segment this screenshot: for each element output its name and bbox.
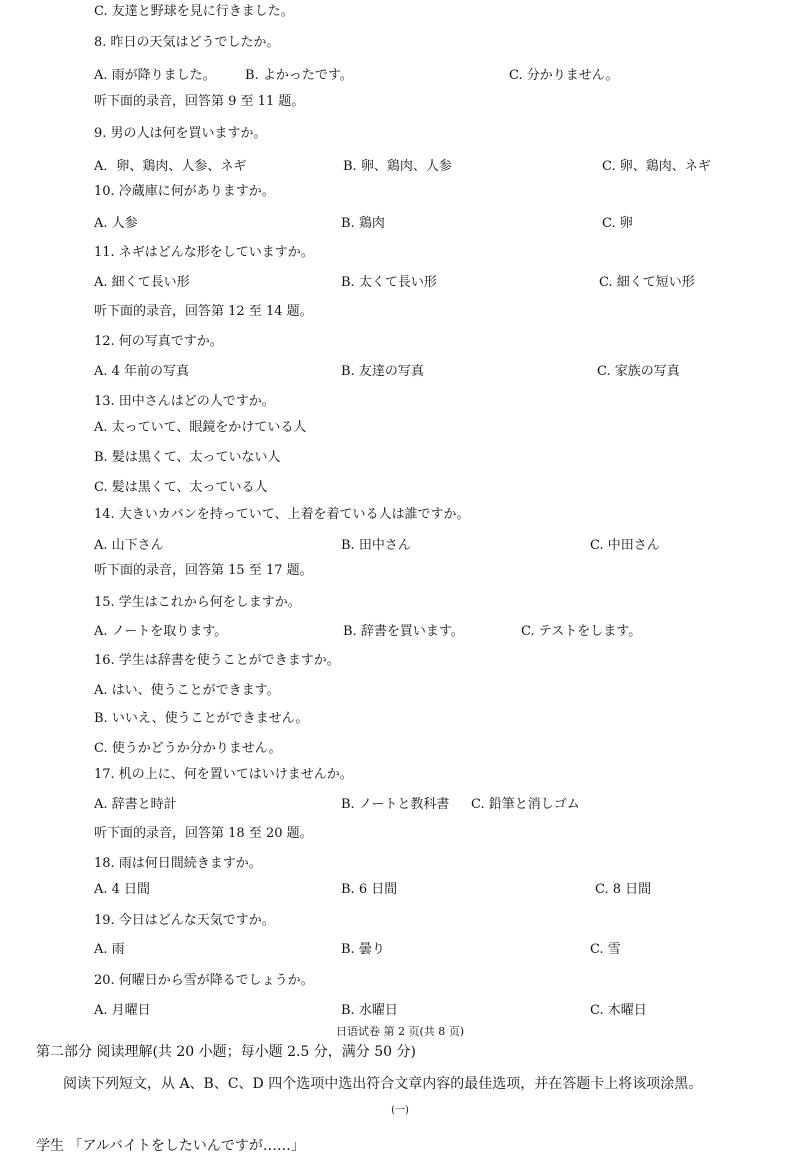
question-19-options xyxy=(0,940,800,960)
question-14-options xyxy=(0,536,800,556)
reading-instruction xyxy=(0,1074,800,1094)
page-footer: 日语试卷 第 2 页(共 8 页) xyxy=(335,1025,465,1038)
option-c: C. 分かりません。 xyxy=(509,68,619,83)
option-b: B. 田中さん xyxy=(341,538,411,553)
option-text: C. 友達と野球を見に行きました。 xyxy=(94,4,294,19)
option-c: C. 使うかどうか分かりません。 xyxy=(94,741,282,756)
option-c: C. 8 日間 xyxy=(595,882,652,897)
option-c: C. 卵 xyxy=(602,216,633,231)
question-text: 18. 雨は何日間続きますか。 xyxy=(94,856,262,871)
option-a: A. 辞書と時計 xyxy=(94,797,177,812)
listening-instruction xyxy=(0,302,800,322)
question-text: 8. 昨日の天気はどうでしたか。 xyxy=(94,35,280,50)
option-b: B. ノートと教科書 xyxy=(341,797,450,812)
option-b: B. いいえ、使うことができません。 xyxy=(94,711,309,726)
question-15 xyxy=(0,593,800,613)
listening-instruction xyxy=(0,824,800,844)
question-text: 20. 何曜日から雪が降るでしょうか。 xyxy=(94,973,314,988)
question-9-options xyxy=(0,157,800,177)
instruction-text: 听下面的录音，回答第 18 至 20 题。 xyxy=(94,826,313,841)
question-17-options xyxy=(0,795,800,815)
option-a: A．卵、鶏肉、人参、ネギ xyxy=(94,159,247,174)
question-10-options xyxy=(0,214,800,234)
option-b: B. 髪は黒くて、太っていない人 xyxy=(94,450,281,465)
option-c: C. 鉛筆と消しゴム xyxy=(471,797,580,812)
option-b: B. よかったです。 xyxy=(245,68,353,83)
option-b: B. 太くて長い形 xyxy=(341,275,437,290)
question-9 xyxy=(0,124,800,144)
question-text: 19. 今日はどんな天気ですか。 xyxy=(94,913,275,928)
question-12 xyxy=(0,332,800,352)
question-text: 17. 机の上に、何を置いてはいけませんか。 xyxy=(94,767,353,782)
option-c: C. 雪 xyxy=(590,942,621,957)
question-13-option-a xyxy=(0,418,800,438)
option-c: C. 中田さん xyxy=(590,538,660,553)
question-18-options xyxy=(0,880,800,900)
question-text: 9. 男の人は何を買いますか。 xyxy=(94,126,267,141)
question-text: 11. ネギはどんな形をしていますか。 xyxy=(94,245,314,260)
option-a: A. はい、使うことができます。 xyxy=(94,683,280,698)
question-16-option-b xyxy=(0,709,800,729)
option-a: A. 雨が降りました。 xyxy=(94,68,216,83)
question-12-options xyxy=(0,362,800,382)
instruction-text: 听下面的录音，回答第 15 至 17 题。 xyxy=(94,563,313,578)
option-c: C. 木曜日 xyxy=(590,1003,647,1018)
option-c: C. 卵、鶏肉、ネギ xyxy=(602,159,711,174)
listening-instruction xyxy=(0,561,800,581)
question-13-option-c xyxy=(0,478,800,498)
option-b: B. 6 日間 xyxy=(341,882,398,897)
question-13-option-b xyxy=(0,448,800,468)
option-a: A. 月曜日 xyxy=(94,1003,151,1018)
option-a: A. 4 年前の写真 xyxy=(94,364,190,379)
passage-number: (一) xyxy=(391,1105,409,1116)
option-c: C. 髪は黒くて、太っている人 xyxy=(94,480,268,495)
option-a: A. ノートを取ります。 xyxy=(94,624,228,639)
option-a: A. 山下さん xyxy=(94,538,164,553)
question-16-option-c xyxy=(0,739,800,759)
dialogue-line: 学生 「アルバイトをしたいんですが……」 xyxy=(36,1138,305,1154)
question-17 xyxy=(0,765,800,785)
question-20-options xyxy=(0,1001,800,1021)
instruction-text: 听下面的录音，回答第 9 至 11 题。 xyxy=(94,94,305,109)
question-13 xyxy=(0,392,800,412)
option-b: B. 辞書を買います。 xyxy=(343,624,464,639)
question-14 xyxy=(0,505,800,525)
question-text: 15. 学生はこれから何をしますか。 xyxy=(94,595,301,610)
question-text: 16. 学生は辞書を使うことができますか。 xyxy=(94,653,340,668)
option-b: B. 卵、鶏肉、人参 xyxy=(343,159,452,174)
question-text: 12. 何の写真ですか。 xyxy=(94,334,223,349)
question-16-option-a xyxy=(0,681,800,701)
option-c: C. 細くて短い形 xyxy=(599,275,695,290)
option-c: C. テストをします。 xyxy=(521,624,642,639)
previous-question-option-c xyxy=(0,2,800,22)
option-c: C. 家族の写真 xyxy=(597,364,680,379)
question-10 xyxy=(0,182,800,202)
listening-instruction xyxy=(0,92,800,112)
option-a: A. 雨 xyxy=(94,942,125,957)
passage-first-line xyxy=(0,1136,800,1156)
option-b: B. 鶏肉 xyxy=(341,216,385,231)
question-20 xyxy=(0,971,800,991)
question-11 xyxy=(0,243,800,263)
option-a: A. 細くて長い形 xyxy=(94,275,190,290)
option-a: A. 太っていて、眼鏡をかけている人 xyxy=(94,420,307,435)
part-2-heading xyxy=(0,1042,800,1062)
question-text: 13. 田中さんはどの人ですか。 xyxy=(94,394,275,409)
option-b: B. 曇り xyxy=(341,942,385,957)
instruction-text: 听下面的录音，回答第 12 至 14 题。 xyxy=(94,304,313,319)
part-2-title: 第二部分 阅读理解(共 20 小题；每小题 2.5 分，满分 50 分) xyxy=(36,1044,416,1060)
question-8-options xyxy=(0,66,800,86)
question-16 xyxy=(0,651,800,671)
option-a: A. 人参 xyxy=(94,216,138,231)
question-text: 10. 冷蔵庫に何がありますか。 xyxy=(94,184,275,199)
question-text: 14. 大きいカバンを持っていて、上着を着ている人は誰ですか。 xyxy=(94,507,470,522)
option-b: B. 水曜日 xyxy=(341,1003,398,1018)
option-a: A. 4 日間 xyxy=(94,882,151,897)
option-b: B. 友達の写真 xyxy=(341,364,424,379)
question-8 xyxy=(0,33,800,53)
question-18 xyxy=(0,854,800,874)
instruction-text: 阅读下列短文，从 A、B、C、D 四个选项中选出符合文章内容的最佳选项，并在答题卡上将该项涂黑。 xyxy=(63,1076,703,1092)
question-19 xyxy=(0,911,800,931)
question-11-options xyxy=(0,273,800,293)
question-15-options xyxy=(0,622,800,642)
